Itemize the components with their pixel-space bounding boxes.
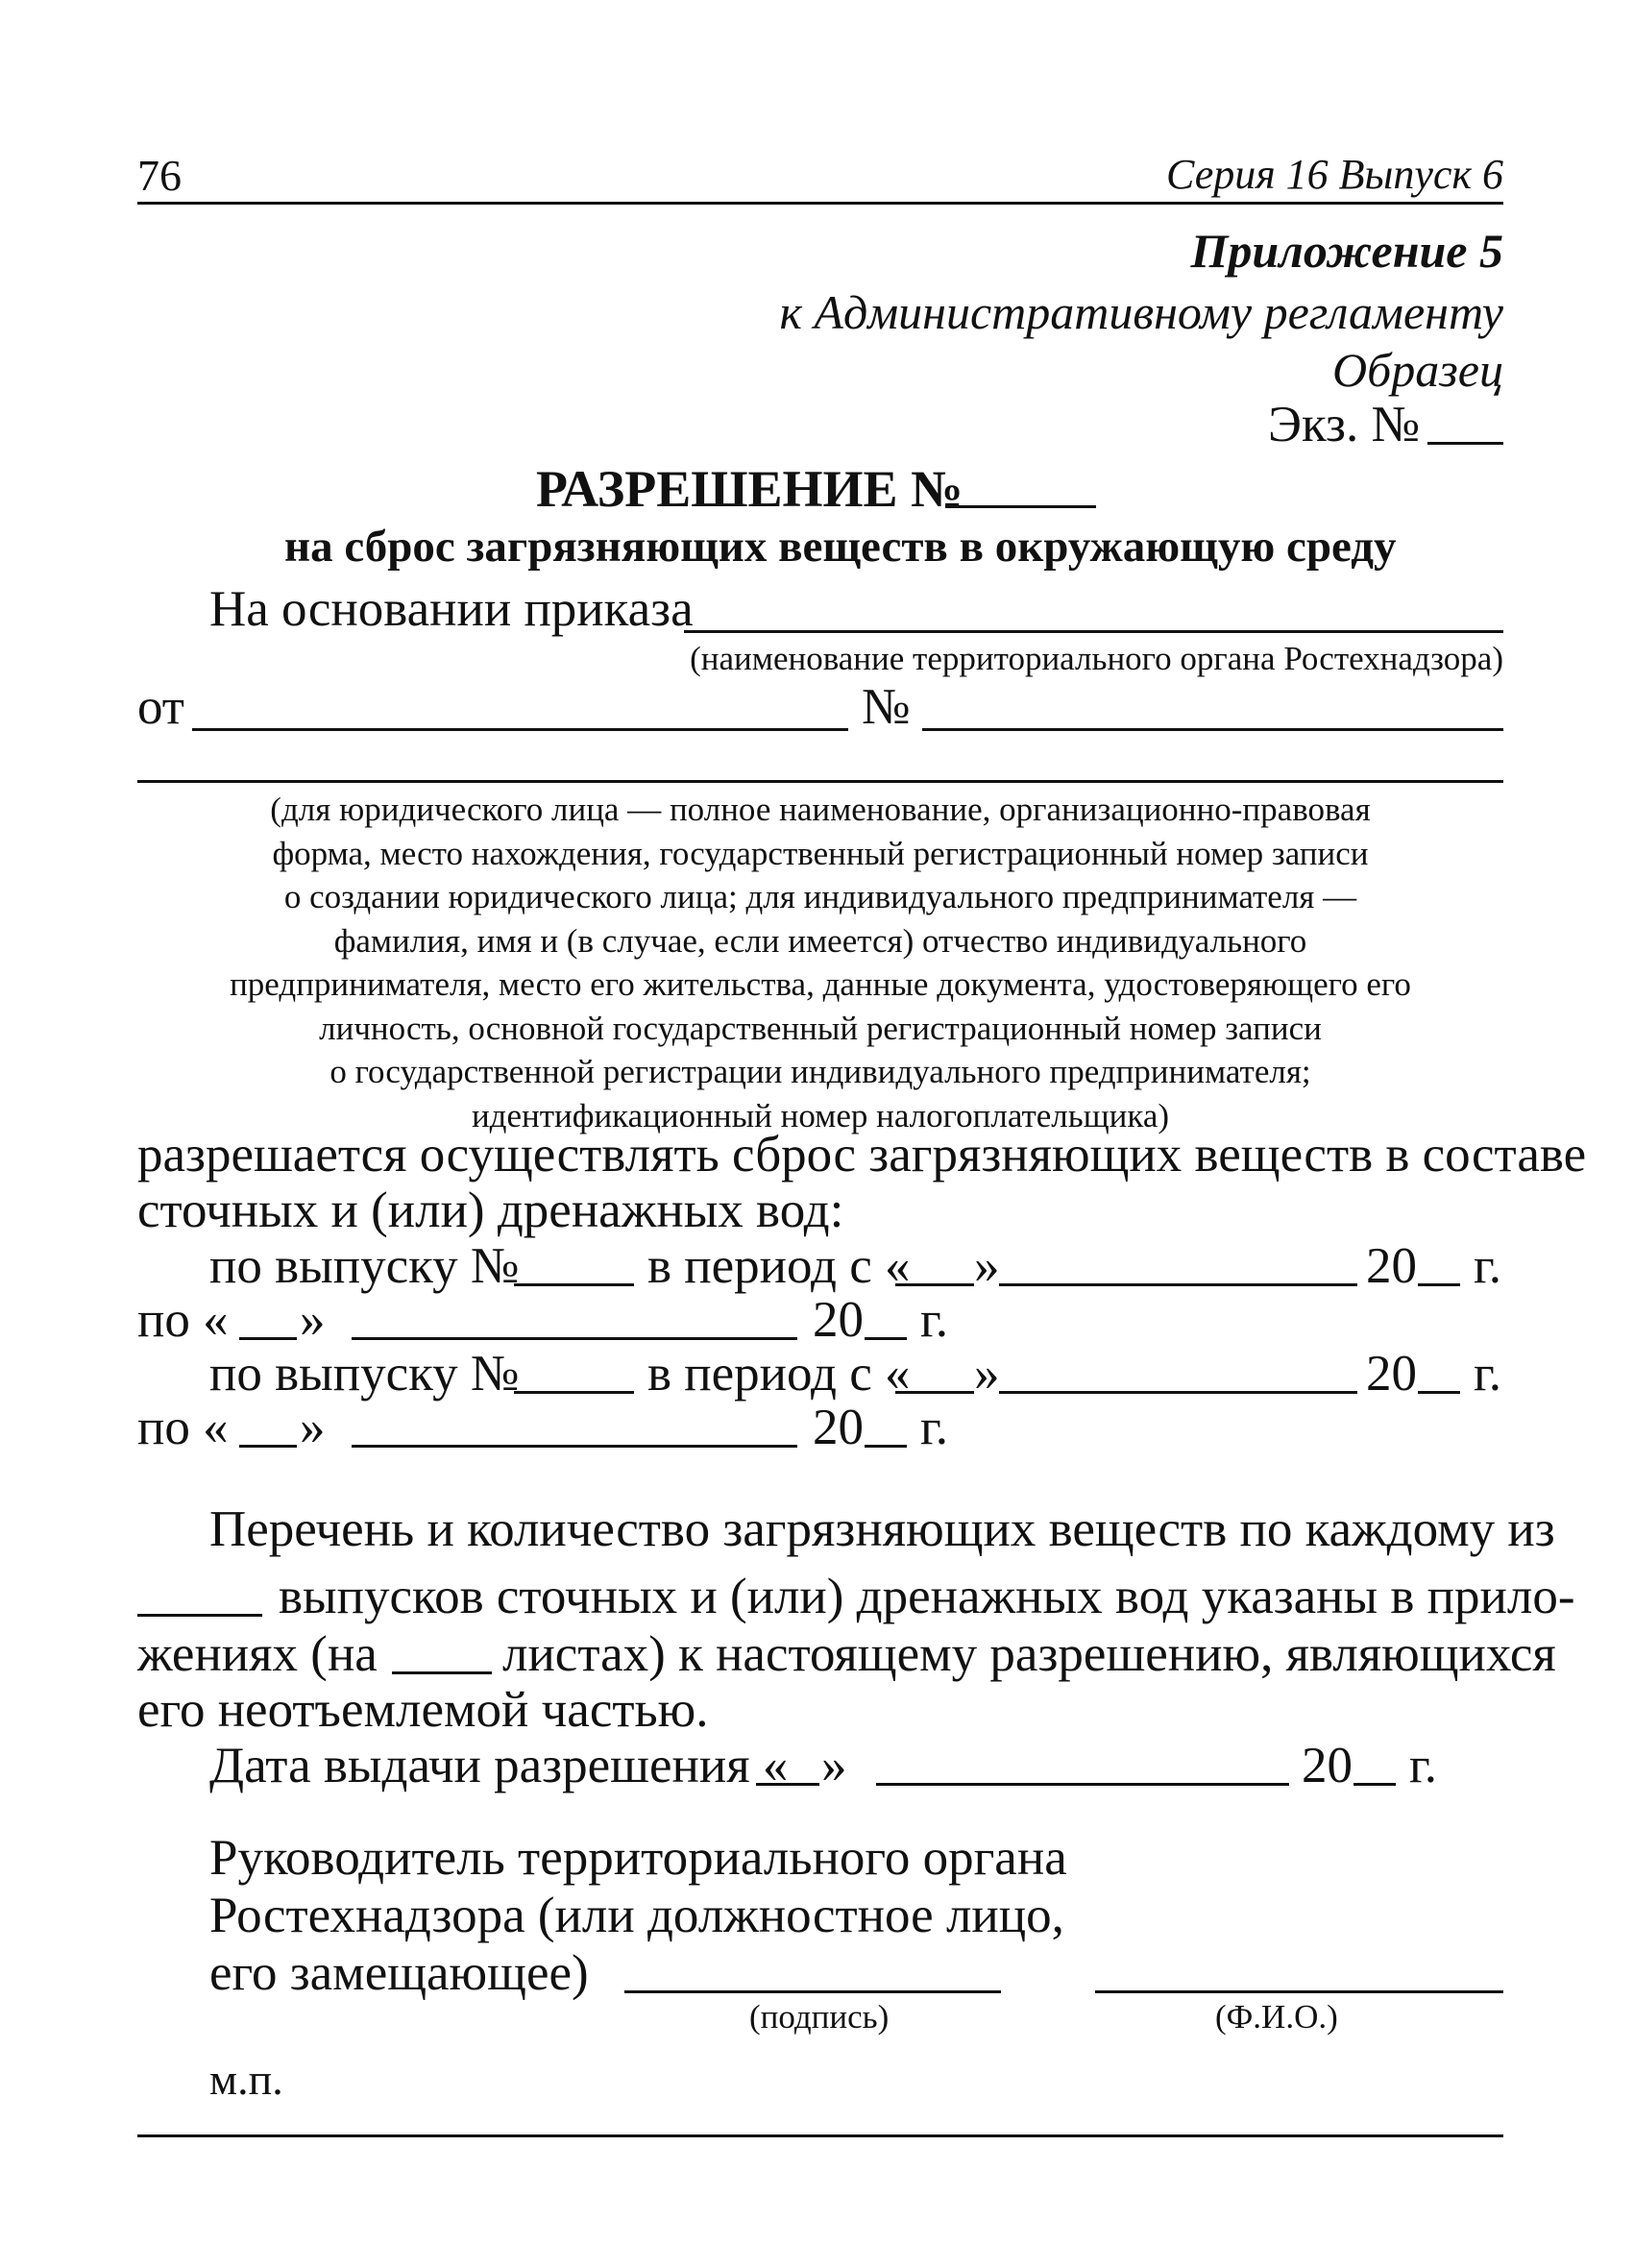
outlet-1-to-quote-close: »	[300, 1292, 326, 1348]
issue-date-label: Дата выдачи разрешения «	[209, 1738, 789, 1793]
outlet-1-from-day-blank[interactable]	[895, 1283, 974, 1286]
order-date-blank[interactable]	[192, 728, 848, 731]
entity-details-blank[interactable]	[137, 780, 1503, 783]
entity-caption	[137, 788, 1503, 1137]
order-number-blank[interactable]	[922, 728, 1503, 731]
sheets-count-blank[interactable]	[392, 1671, 492, 1674]
permit-title: РАЗРЕШЕНИЕ №	[536, 460, 963, 518]
outlet-2-to-month-blank[interactable]	[352, 1445, 797, 1448]
outlet-1-year-label: 20	[1366, 1238, 1417, 1294]
order-issuer-blank[interactable]	[684, 630, 1503, 633]
full-name-blank[interactable]	[1095, 1990, 1503, 1993]
page-number: 76	[137, 151, 182, 200]
issue-month-blank[interactable]	[876, 1783, 1289, 1786]
entity-caption-line: фамилия, имя и (в случае, если имеется) отчество индивидуального	[333, 921, 1307, 960]
outlet-1-to-label: по «	[137, 1292, 229, 1348]
outlet-2-to-day-blank[interactable]	[239, 1445, 297, 1448]
footer-rule	[137, 2134, 1503, 2137]
order-number-label: №	[862, 679, 911, 735]
entity-caption-line: (для юридического лица — полное наименование, организационно-правовая	[270, 791, 1371, 828]
permit-number-blank[interactable]	[945, 505, 1096, 508]
signature-blank[interactable]	[624, 1990, 1001, 1993]
outlet-2-quote-close: »	[974, 1346, 1000, 1402]
entity-caption-line: идентификационный номер налогоплательщика)	[471, 1096, 1170, 1134]
issue-year-blank[interactable]	[1354, 1783, 1396, 1786]
outlet-2-to-g-label: г.	[920, 1400, 949, 1455]
outlet-2-period-label: в период с «	[647, 1346, 911, 1402]
outlet-1-from-year-blank[interactable]	[1418, 1283, 1460, 1286]
appendix-title: Приложение 5	[1190, 224, 1503, 278]
list-paragraph-line-3b: листах) к настоящему разрешению, являющихся	[502, 1626, 1556, 1682]
outlet-2-number-blank[interactable]	[514, 1391, 634, 1394]
series-label: Серия 16 Выпуск 6	[1166, 151, 1503, 198]
entity-caption-line: форма, место нахождения, государственный регистрационный номер записи	[272, 834, 1369, 872]
basis-label: На основании приказа	[209, 581, 694, 637]
outlet-1-to-month-blank[interactable]	[352, 1337, 797, 1340]
signatory-line-3: его замещающее)	[209, 1945, 589, 2001]
outlet-1-from-month-blank[interactable]	[999, 1283, 1357, 1286]
permission-line-1: разрешается осуществлять сброс загрязняющих веществ в составе	[137, 1127, 1587, 1183]
list-paragraph-line-3a: жениях (на	[137, 1626, 378, 1682]
outlet-2-from-year-blank[interactable]	[1418, 1391, 1460, 1394]
list-paragraph-line-2: выпусков сточных и (или) дренажных вод указаны в прило-	[279, 1569, 1575, 1624]
issue-year-label: 20	[1302, 1738, 1353, 1793]
appendix-subtitle: к Административному регламенту	[779, 285, 1503, 339]
outlet-2-label: по выпуску №	[209, 1346, 520, 1402]
entity-caption-line: о государственной регистрации индивидуального предпринимателя;	[329, 1053, 1311, 1090]
outlet-1-to-year-blank[interactable]	[865, 1337, 907, 1340]
outlet-1-g-label: г.	[1474, 1238, 1502, 1294]
outlet-2-from-day-blank[interactable]	[895, 1391, 974, 1394]
outlet-2-to-year-label: 20	[813, 1400, 864, 1455]
outlet-1-label: по выпуску №	[209, 1238, 520, 1294]
outlets-count-blank[interactable]	[137, 1614, 262, 1617]
outlet-1-to-year-label: 20	[813, 1292, 864, 1348]
copy-number-label: Экз. №	[1268, 397, 1421, 452]
outlet-1-to-g-label: г.	[920, 1292, 949, 1348]
order-issuer-caption: (наименование территориального органа Ростехнадзора)	[690, 640, 1503, 677]
outlet-1-period-label: в период с «	[647, 1238, 911, 1294]
issue-g-label: г.	[1409, 1738, 1438, 1793]
signature-caption: (подпись)	[749, 1998, 890, 2036]
outlet-1-quote-close: »	[974, 1238, 1000, 1294]
sample-label: Образец	[1332, 343, 1503, 397]
copy-number-blank[interactable]	[1427, 442, 1503, 445]
entity-caption-line: о создании юридического лица; для индивидуального предпринимателя —	[283, 878, 1357, 915]
permission-line-2: сточных и (или) дренажных вод:	[137, 1183, 844, 1238]
outlet-2-to-quote-close: »	[300, 1400, 326, 1455]
outlet-2-to-label: по «	[137, 1400, 229, 1455]
list-paragraph-line-1: Перечень и количество загрязняющих веществ по каждому из	[209, 1501, 1555, 1557]
stamp-label: м.п.	[209, 2055, 283, 2104]
header-rule	[137, 202, 1503, 205]
outlet-2-to-year-blank[interactable]	[865, 1445, 907, 1448]
outlet-2-from-month-blank[interactable]	[999, 1391, 1357, 1394]
issue-date-quote-close: »	[821, 1738, 847, 1793]
signatory-line-2: Ростехнадзора (или должностное лицо,	[209, 1888, 1064, 1943]
outlet-1-to-day-blank[interactable]	[239, 1337, 297, 1340]
outlet-2-g-label: г.	[1474, 1346, 1502, 1402]
full-name-caption: (Ф.И.О.)	[1215, 1998, 1338, 2036]
issue-day-blank[interactable]	[756, 1783, 819, 1786]
from-label: от	[137, 679, 184, 735]
permit-subtitle: на сброс загрязняющих веществ в окружающую среду	[284, 522, 1397, 572]
list-paragraph-line-4: его неотъемлемой частью.	[137, 1682, 709, 1738]
outlet-1-number-blank[interactable]	[514, 1283, 634, 1286]
entity-caption-line: личность, основной государственный регистрационный номер записи	[319, 1009, 1322, 1047]
signatory-line-1: Руководитель территориального органа	[209, 1830, 1067, 1886]
entity-caption-line: предпринимателя, место его жительства, данные документа, удостоверяющего его	[230, 965, 1411, 1003]
outlet-2-year-label: 20	[1366, 1346, 1417, 1402]
